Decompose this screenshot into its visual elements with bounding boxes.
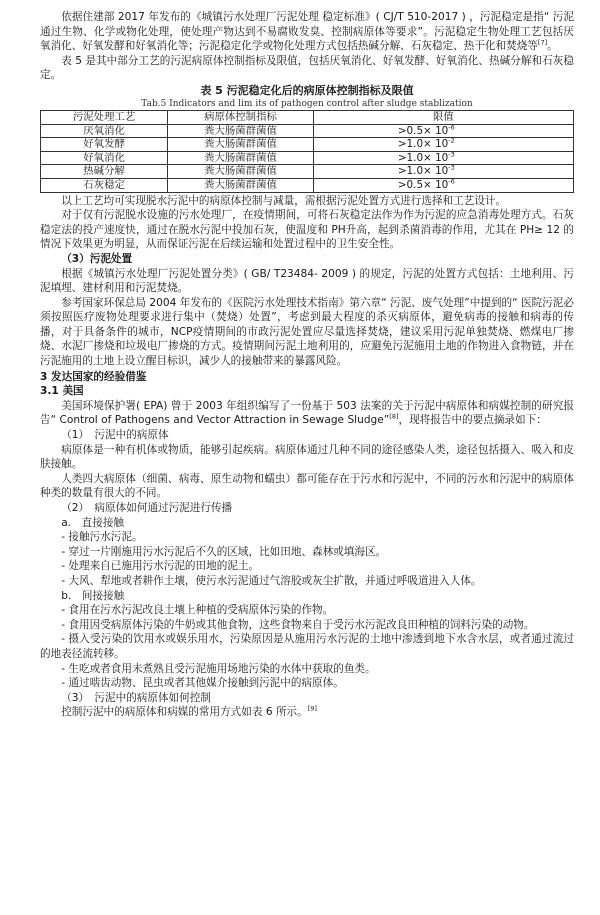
table-cell-indicator: 粪大肠菌群菌值: [168, 151, 314, 165]
section-heading-sludge-disposal: （3）污泥处置: [61, 252, 133, 265]
table-cell-indicator: 粪大肠菌群菌值: [168, 138, 314, 152]
list-heading-direct-contact: a. 直接接触: [61, 516, 125, 529]
item-heading-transmission: （2） 病原体如何通过污泥进行传播: [61, 502, 233, 514]
paragraph-pathogen-definition: 病原体是一种有机体或物质，能够引起疾病。病原体通过几种不同的途径感染人类，途径包括摄入、吸入和皮肤接触。: [40, 443, 574, 471]
list-item: - 穿过一片刚施用污水污泥后不久的区域，比如田地、森林或填海区。: [61, 545, 387, 558]
table-row: [41, 151, 574, 165]
paragraph-standard-definition: 依据住建部 2017 年发布的《城镇污水处理厂污泥处理 稳定标准》( CJ/T 510-2017 ) ，污泥稳定是指“ 污泥通过生物、化学或物化处理，使处理产物达到不易腐败发臭、控制病原体等要求”。污泥稳定生物处理工艺包括厌氧消化、好氧发酵和好氧消化等；污泥稳定化学或物化处理方式包括热碱分解、石灰稳定、热干化和焚烧等[7]。: [40, 11, 574, 53]
list-item: - 大风、犁地或者耕作土壤，使污水污泥通过气溶胶或灰尘扩散，并通过呼吸道进入人体。: [61, 574, 482, 587]
list-item: - 摄入受污染的饮用水或娱乐用水，污染原因是从施用污水污泥的土地中渗透到地下水含水层，或者通过流过的地表径流转移。: [40, 633, 574, 660]
table-cell-limit: $>1.0\times 10^{-3}$: [313, 165, 573, 179]
paragraph-hospital-sludge: 参考国家环保总局 2004 年发布的《医院污水处理技术指南》第六章“ 污泥、废气处理”中提到的“ 医院污泥必须按照医疗废物处理要求进行集中（焚烧）处置”，考虑到最大程度的杀灭病原体，避免病毒的接触和病毒的传播，对于具备条件的城市，NCP疫情期间的市政污泥处置应尽量选择焚烧，建议采用污泥单独焚烧、燃煤电厂掺烧、水泥厂掺烧和垃圾电厂掺烧的方式。疫情期间污泥土地利用的，应避免污泥施用土地的作物进入食物链，并在污泥施用的土地上设立醒目标识，减少人的接触带来的暴露风险。: [40, 296, 574, 368]
item-heading-pathogens: （1） 污泥中的病原体: [61, 429, 169, 442]
citation-ref: [7]: [537, 38, 548, 47]
table5-caption-cn: 表 5 污泥稳定化后的病原体控制指标及限值: [200, 83, 414, 97]
table-cell-process: 热碱分解: [41, 165, 168, 179]
table-header-row: [41, 110, 574, 124]
paragraph-epa-report: 美国环境保护署( EPA) 曾于 2003 年组织编写了一份基于 503 法案的关于污泥中病原体和病媒控制的研究报告“ Control of Pathogens and Vector Attraction in Sewage Sludge”[8]，现将报告中的要点摘录如下：: [40, 399, 574, 427]
table-cell-limit: $>1.0\times 10^{-2}$: [313, 138, 573, 152]
table-cell-limit: $>0.5\times 10^{-6}$: [313, 178, 573, 192]
list-item: - 食用在污水污泥改良土壤上种植的受病原体污染的作物。: [61, 604, 334, 617]
table-cell-limit: $>0.5\times 10^{-6}$: [313, 124, 573, 138]
table-header-process: 污泥处理工艺: [41, 110, 168, 124]
table5-caption-en: Tab.5 Indicators and lim its of pathogen control after sludge stablization: [141, 98, 473, 109]
paragraph-control-methods: 控制污泥中的病原体和病媒的常用方式如表 6 所示。[9]: [61, 704, 317, 719]
citation-ref: [9]: [307, 704, 317, 713]
table-header-limit: 限值: [313, 110, 573, 124]
chapter-heading-developed-countries: 3 发达国家的经验借鉴: [40, 370, 147, 383]
list-item: - 接触污水污泥。: [61, 531, 143, 544]
paragraph-process-selection: 以上工艺均可实现脱水污泥中的病原体控制与减量，需根据污泥处置方式进行选择和工艺设计。: [61, 194, 507, 207]
table-cell-indicator: 粪大肠菌群菌值: [168, 124, 314, 138]
item-heading-control: （3） 污泥中的病原体如何控制: [61, 691, 211, 704]
list-item: - 处理来自已施用污水污泥的田地的泥土。: [61, 560, 260, 573]
paragraph-lime-stabilization: 对于仅有污泥脱水设施的污水处理厂，在疫情期间，可将石灰稳定法作为作为污泥的应急消毒处理方式。石灰稳定法的投产速度快，通过在脱水污泥中投加石灰，使温度和 PH升高，起到杀菌消毒的作用，尤其在 PH≥ 12 的情况下效果更为明显，从而保证污泥在后续运输和处置过程中的卫生安全性。: [40, 209, 574, 251]
table5: [40, 110, 574, 193]
table-row: [41, 178, 574, 192]
subsection-heading-usa: 3.1 美国: [40, 385, 84, 398]
table-cell-indicator: 粪大肠菌群菌值: [168, 178, 314, 192]
table-cell-process: 厌氧消化: [41, 124, 168, 138]
table-row: [41, 165, 574, 179]
table-cell-process: 好氧发酵: [41, 138, 168, 152]
paragraph-four-pathogens: 人类四大病原体（细菌、病毒、原生动物和蠕虫）都可能存在于污水和污泥中，不同的污水和污泥中的病原体种类的数量有很大的不同。: [40, 472, 574, 500]
table-row: [41, 124, 574, 138]
paragraph-disposal-classification: 根据《城镇污水处理厂污泥处置分类》( GB/ T23484- 2009 ) 的规定，污泥的处置方式包括：土地利用、污泥填埋、建材利用和污泥焚烧。: [40, 267, 574, 295]
list-heading-indirect-contact: b. 间接接触: [61, 589, 125, 602]
list-item: - 食用因受病原体污染的牛奶或其他食物，这些食物来自于受污水污泥改良田种植的饲料污染的动物。: [61, 618, 535, 631]
list-item: - 生吃或者食用未煮熟且受污泥施用场地污染的水体中获取的鱼类。: [61, 662, 376, 675]
table-header-indicator: 病原体控制指标: [168, 110, 314, 124]
table-row: [41, 138, 574, 152]
table-cell-indicator: 粪大肠菌群菌值: [168, 165, 314, 179]
list-item: - 通过啮齿动物、昆虫或者其他媒介接触到污泥中的病原体。: [61, 677, 344, 690]
table-cell-process: 石灰稳定: [41, 178, 168, 192]
paragraph-table5-intro: 表 5 是其中部分工艺的污泥病原体控制指标及限值，包括厌氧消化、好氧发酵、好氧消化、热碱分解和石灰稳定。: [40, 54, 574, 82]
citation-ref: [8]: [389, 412, 399, 421]
table-cell-process: 好氧消化: [41, 151, 168, 165]
table-cell-limit: $>1.0\times 10^{-3}$: [313, 151, 573, 165]
